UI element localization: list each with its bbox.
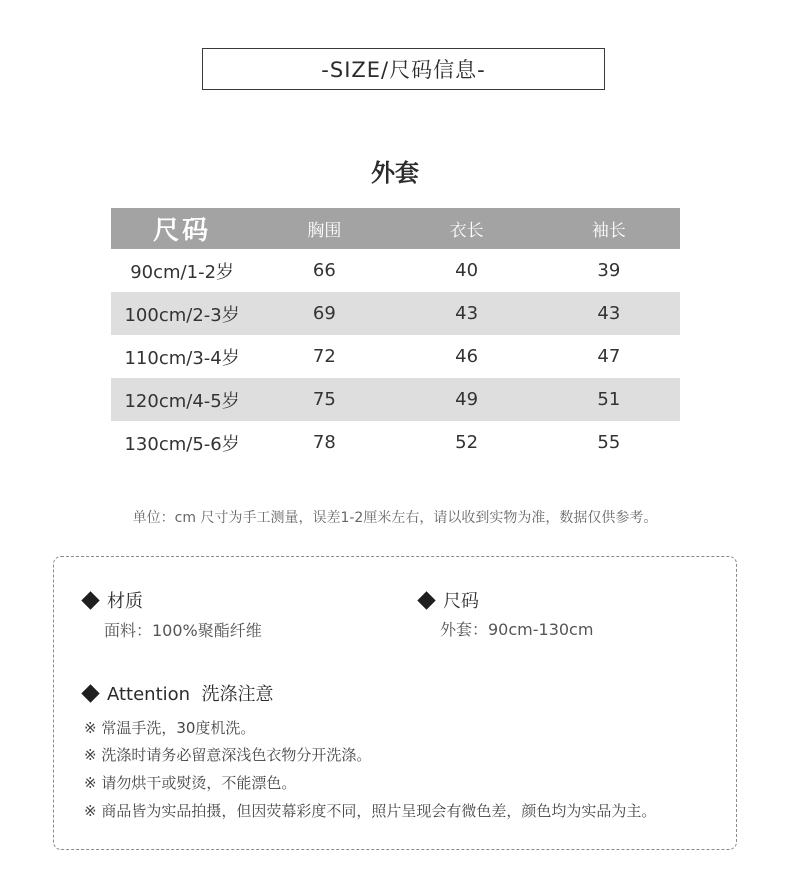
cell-chest: 75: [253, 378, 395, 421]
diamond-bullet-icon: [81, 591, 99, 609]
size-table: [111, 208, 680, 464]
material-value: 面料：100%聚酯纤维: [104, 621, 262, 640]
cell-chest: 66: [312, 260, 336, 281]
material-heading: [84, 587, 143, 613]
measurement-note: 单位：cm 尺寸为手工测量，误差1-2厘米左右，请以收到实物为准，数据仅供参考。: [132, 510, 658, 526]
table-row: [111, 335, 680, 378]
cell-sleeve: 39: [597, 260, 621, 281]
care-item: ※ 商品皆为实品拍摄，但因荧幕彩度不同，照片呈现会有微色差，颜色均为实品为主。: [84, 802, 657, 820]
care-item: ※ 请勿烘干或熨烫，不能漂色。: [84, 774, 297, 792]
cell-chest: 69: [253, 292, 395, 335]
cell-size: 110cm/3-4岁: [124, 347, 240, 369]
cell-length: 46: [455, 346, 479, 367]
cell-length: 52: [455, 432, 479, 453]
cell-size: 120cm/4-5岁: [111, 378, 253, 421]
header-sleeve: 袖长: [538, 208, 680, 249]
cell-sleeve: 51: [538, 378, 680, 421]
section-title: 外套: [371, 159, 419, 187]
size-range-value: 外套：90cm-130cm: [440, 620, 594, 639]
cell-size: 90cm/1-2岁: [130, 261, 235, 283]
cell-sleeve: 47: [597, 346, 621, 367]
header-length: 衣长: [396, 208, 538, 249]
table-row: [111, 249, 680, 292]
diamond-bullet-icon: [81, 684, 99, 702]
header-size: 尺码: [111, 208, 253, 249]
care-item: ※ 常温手洗，30度机洗。: [84, 719, 256, 737]
cell-sleeve: 43: [538, 292, 680, 335]
size-title: 尺码: [443, 591, 479, 612]
size-heading: [420, 587, 479, 613]
care-item: ※ 洗涤时请务必留意深浅色衣物分开洗涤。: [84, 746, 372, 764]
table-row: [111, 421, 680, 464]
cell-length: 40: [455, 260, 479, 281]
cell-length: 43: [396, 292, 538, 335]
table-row: [111, 378, 680, 421]
cell-size: 100cm/2-3岁: [111, 292, 253, 335]
cell-length: 49: [396, 378, 538, 421]
header-chest: 胸围: [253, 208, 395, 249]
product-info-box: [53, 556, 737, 850]
table-header-row: [111, 208, 680, 249]
cell-size: 130cm/5-6岁: [124, 433, 240, 455]
cell-chest: 72: [312, 346, 336, 367]
care-title: Attention 洗涤注意: [107, 684, 274, 705]
material-title: 材质: [107, 591, 143, 612]
diamond-bullet-icon: [417, 591, 435, 609]
cell-sleeve: 55: [597, 432, 621, 453]
table-row: [111, 292, 680, 335]
care-heading: [84, 680, 274, 706]
size-info-title: -SIZE/尺码信息-: [202, 48, 605, 90]
cell-chest: 78: [312, 432, 336, 453]
